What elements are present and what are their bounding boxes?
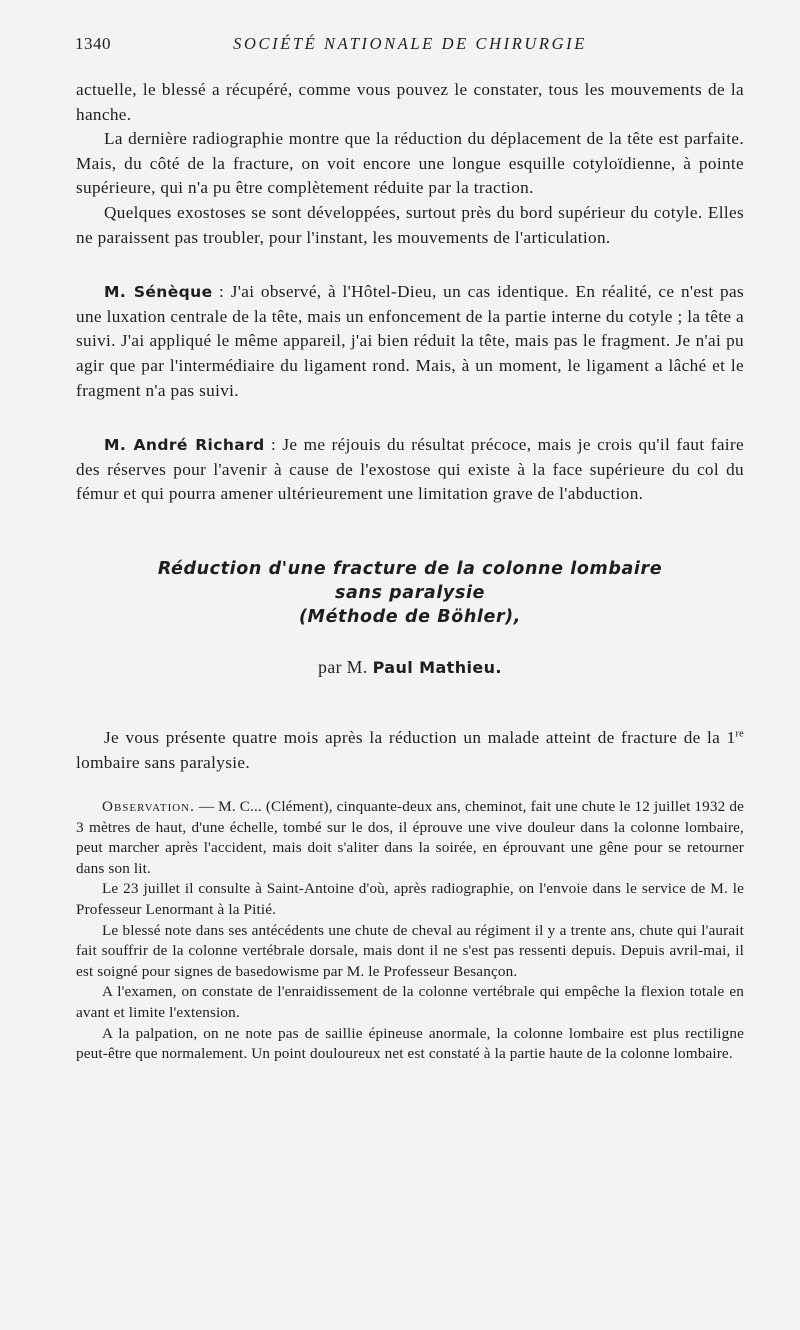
section-title-line: sans paralysie (334, 582, 486, 603)
paragraph-seneque (76, 280, 744, 403)
observation-section (76, 797, 744, 1065)
page-header (75, 34, 745, 58)
ordinal-superscript: re (735, 728, 744, 740)
observation-paragraph: Le blessé note dans ses antécédents une chute de cheval au régiment il y a trente ans, chute qui l'aurait fait souffrir de la colonne vertébrale dorsale, mais dont il ne s'est pas ressenti depuis. Depuis avril-mai, il est soigné pour signes de basedowisme par M. le Professeur Besançon. (76, 921, 744, 980)
page-number: 1340 (75, 34, 111, 53)
paragraph-exostoses: Quelques exostoses se sont développées, surtout près du bord supérieur du cotyle. Elles ne paraissent pas troubler, pour l'instant, les mouvements de l'articulation. (76, 202, 744, 247)
observation-paragraph: Le 23 juillet il consulte à Saint-Antoine d'où, après radiographie, on l'envoie dans le service de M. le Professeur Lenormant à la Pitié. (76, 880, 744, 919)
observation-paragraph: A la palpation, on ne note pas de saillie épineuse anormale, la colonne lombaire est plus rectiligne peut-être que normalement. Un point douloureux net est constaté à la partie haute de la colonne lombaire. (76, 1024, 744, 1063)
section-title (76, 557, 744, 629)
speaker-remarks: : Je me réjouis du résultat précoce, mais je crois qu'il faut faire des réserves pour l'avenir à cause de l'exostose qui existe à la face supérieure du col du fémur et qui pourra amener ultérieurement une limitation grave de l'abduction. (76, 435, 744, 504)
observation-text: — M. C... (Clément), cinquante-deux ans, cheminot, fait une chute le 12 juillet 1932 de 3 mètres de haut, d'une échelle, tombé sur le dos, il éprouve une vive douleur dans la colonne lombaire, peut marcher après l'accident, mais doit s'aliter dans la soirée, en éprouvant une gêne pour se retourner dans son lit. (76, 798, 744, 877)
observation-label: Observation. (102, 798, 195, 816)
observation-paragraph: A l'examen, on constate de l'enraidissement de la colonne vertébrale qui empêche la flexion totale en avant et limite l'extension. (76, 983, 744, 1022)
section-title-line: Réduction d'une fracture de la colonne lombaire (157, 558, 663, 579)
section-title-line: (Méthode de Böhler), (298, 606, 522, 627)
paragraph-intro (76, 726, 744, 775)
discussion-section (76, 78, 744, 507)
speaker-name: M. André Richard (104, 436, 265, 455)
intro-text-end: lombaire sans paralysie. (76, 752, 251, 772)
byline-prefix: par M. (318, 656, 373, 677)
page-body (76, 78, 744, 1065)
paragraph-radiography: La dernière radiographie montre que la réduction du déplacement de la tête est parfaite. Mais, du côté de la fracture, on voit encore une longue esquille cotyloïdienne, à pointe supérieure, qui n'a pu être complètement réduite par la traction. (76, 129, 744, 198)
speaker-name: M. Sénèque (104, 283, 213, 302)
paragraph-richard (76, 433, 744, 507)
byline-author: Paul Mathieu. (372, 657, 502, 677)
running-title: SOCIÉTÉ NATIONALE DE CHIRURGIE (233, 34, 587, 53)
intro-text: Je vous présente quatre mois après la réduction un malade atteint de fracture de la 1 (104, 727, 736, 747)
speaker-remarks: : J'ai observé, à l'Hôtel-Dieu, un cas identique. En réalité, ce n'est pas une luxation centrale de la tête, mais un enfoncement de la partie interne du cotyle ; la tête a suivi. J'ai appliqué le même appareil, j'ai bien réduit la tête, mais pas le fragment. Je n'ai pu agir que par l'intermédiaire du ligament rond. Mais, à un moment, le ligament a lâché et le fragment n'a pas suivi. (76, 282, 744, 400)
observation-paragraph (76, 797, 744, 879)
paragraph-continuation: actuelle, le blessé a récupéré, comme vous pouvez le constater, tous les mouvements de la hanche. (76, 80, 744, 124)
intro-section (76, 726, 744, 775)
byline (76, 657, 744, 678)
